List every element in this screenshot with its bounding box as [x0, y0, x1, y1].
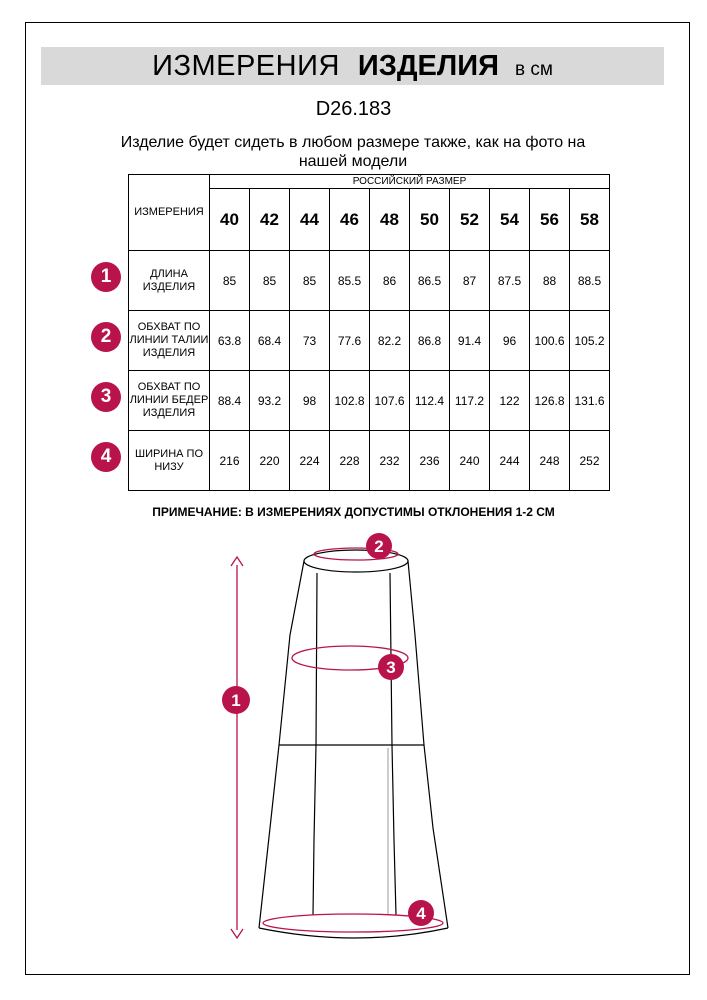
table-cell: 131.6 [570, 371, 610, 431]
table-cell: 73 [290, 311, 330, 371]
table-cell: 240 [450, 431, 490, 491]
size-header: 50 [410, 189, 450, 251]
table-cell: 88.5 [570, 251, 610, 311]
table-cell: 85 [250, 251, 290, 311]
table-cell: 93.2 [250, 371, 290, 431]
row-label: ОБХВАТ ПО ЛИНИИ БЕДЕР ИЗДЕЛИЯ [129, 371, 210, 431]
table-cell: 228 [330, 431, 370, 491]
table-cell: 236 [410, 431, 450, 491]
product-code: D26.183 [315, 98, 392, 120]
table-cell: 216 [210, 431, 250, 491]
table-cell: 86 [370, 251, 410, 311]
row-label: ОБХВАТ ПО ЛИНИИ ТАЛИИ ИЗДЕЛИЯ [129, 311, 210, 371]
table-row [129, 431, 610, 491]
table-cell: 88.4 [210, 371, 250, 431]
table-cell: 122 [490, 371, 530, 431]
row-number-badge: 1 [91, 262, 121, 292]
size-header: 48 [370, 189, 410, 251]
table-cell: 85 [290, 251, 330, 311]
group-header: РОССИЙСКИЙ РАЗМЕР [210, 175, 610, 189]
table-cell: 85.5 [330, 251, 370, 311]
row-label: ШИРИНА ПО НИЗУ [129, 431, 210, 491]
table-cell: 77.6 [330, 311, 370, 371]
row-number-badge: 4 [91, 442, 121, 472]
size-header: 40 [210, 189, 250, 251]
table-cell: 63.8 [210, 311, 250, 371]
size-header: 54 [490, 189, 530, 251]
table-row [129, 371, 610, 431]
hips-badge-label: 3 [386, 658, 396, 677]
table-row [129, 311, 610, 371]
row-number-badge: 2 [91, 322, 121, 352]
table-cell: 126.8 [530, 371, 570, 431]
size-header: 58 [570, 189, 610, 251]
table-cell: 105.2 [570, 311, 610, 371]
table-cell: 88 [530, 251, 570, 311]
corner-label: ИЗМЕРЕНИЯ [129, 175, 210, 251]
row-number-badge: 3 [91, 382, 121, 412]
fit-note: Изделие будет сидеть в любом размере также, как на фото на нашей модели [120, 134, 586, 170]
table-cell: 96 [490, 311, 530, 371]
table-cell: 248 [530, 431, 570, 491]
table-cell: 86.8 [410, 311, 450, 371]
table-cell: 232 [370, 431, 410, 491]
table-cell: 107.6 [370, 371, 410, 431]
size-header: 44 [290, 189, 330, 251]
size-header: 52 [450, 189, 490, 251]
skirt-outline [259, 550, 448, 938]
title-bar [41, 47, 664, 85]
waist-badge-label: 2 [374, 537, 384, 556]
table-cell: 117.2 [450, 371, 490, 431]
table-cell: 87 [450, 251, 490, 311]
table-cell: 244 [490, 431, 530, 491]
hem-badge-label: 4 [416, 904, 426, 923]
table-cell: 86.5 [410, 251, 450, 311]
table-row [129, 251, 610, 311]
table-cell: 87.5 [490, 251, 530, 311]
skirt-diagram [0, 520, 707, 950]
measurement-badges [222, 533, 434, 926]
table-cell: 98 [290, 371, 330, 431]
title-part2: ИЗДЕЛИЯ [357, 50, 499, 82]
table-cell: 68.4 [250, 311, 290, 371]
title-part1: ИЗМЕРЕНИЯ [152, 50, 340, 82]
table-cell: 220 [250, 431, 290, 491]
table-cell: 82.2 [370, 311, 410, 371]
size-header: 56 [530, 189, 570, 251]
row-label: ДЛИНА ИЗДЕЛИЯ [129, 251, 210, 311]
table-cell: 85 [210, 251, 250, 311]
table-cell: 100.6 [530, 311, 570, 371]
length-badge-label: 1 [231, 691, 241, 710]
table-cell: 112.4 [410, 371, 450, 431]
measurement-lines [231, 548, 443, 938]
table-cell: 91.4 [450, 311, 490, 371]
title-unit: в см [514, 59, 553, 80]
deviation-note: ПРИМЕЧАНИЕ: В ИЗМЕРЕНИЯХ ДОПУСТИМЫ ОТКЛОНЕНИЯ 1-2 СМ [152, 505, 555, 519]
size-header: 42 [250, 189, 290, 251]
size-table [128, 174, 610, 491]
table-cell: 102.8 [330, 371, 370, 431]
table-cell: 252 [570, 431, 610, 491]
table-cell: 224 [290, 431, 330, 491]
size-header: 46 [330, 189, 370, 251]
